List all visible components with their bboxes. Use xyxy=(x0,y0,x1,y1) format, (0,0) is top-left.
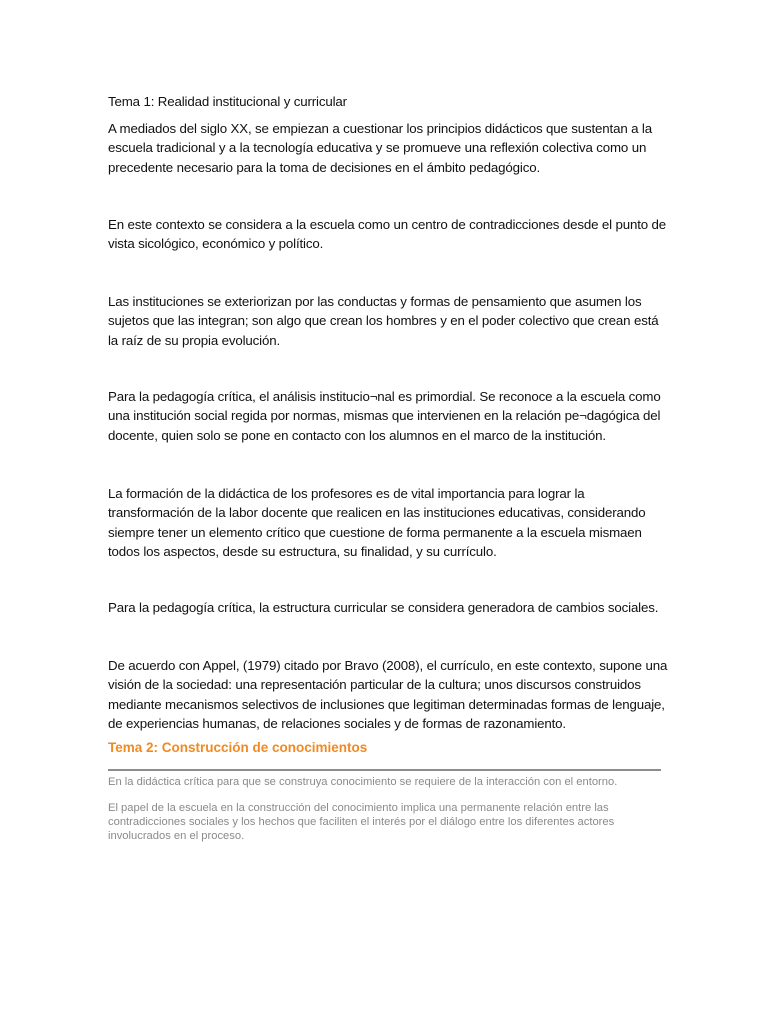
tema2-title: Tema 2: Construcción de conocimientos xyxy=(108,740,368,755)
tema1-paragraph-5: La formación de la didáctica de los profesores es de vital importancia para lograr la transformación de la labor docente que realicen en las instituciones educativas, considerando siempre tener un elemento crítico que cuestione de forma permanente a la escuela mismaen todos los aspectos, desde su estructura, su finalidad, y su currículo. xyxy=(108,486,646,559)
tema2-paragraph-2: El papel de la escuela en la construcción del conocimiento implica una permanente relación entre las contradicciones sociales y los hechos que faciliten el interés por el diálogo entre los diferentes actores involucrados en el proceso. xyxy=(108,802,615,842)
tema1-paragraph-4: Para la pedagogía crítica, el análisis institucio¬nal es primordial. Se reconoce a la escuela como una institución social regida por normas, mismas que intervienen en la relación pe¬dagógica del docente, quien solo se pone en contacto con los alumnos en el marco de la institución. xyxy=(108,389,661,443)
tema1-paragraph-3: Las instituciones se exteriorizan por las conductas y formas de pensamiento que asumen los sujetos que las integran; son algo que crean los hombres y en el poder colectivo que crean está la raíz de su propia evolución. xyxy=(108,294,659,348)
tema1-paragraph-7: De acuerdo con Appel, (1979) citado por Bravo (2008), el currículo, en este contexto, supone una visión de la sociedad: una representación particular de la cultura; unos discursos construidos mediante mecanismos selectivos de inclusiones que legitiman determinadas formas de lenguaje, de experiencias humanas, de relaciones sociales y de formas de razonamiento. xyxy=(108,658,668,731)
tema2-paragraph-1: En la didáctica crítica para que se construya conocimiento se requiere de la interacción con el entorno. xyxy=(108,776,618,788)
tema2-divider xyxy=(108,769,661,771)
tema1-title: Tema 1: Realidad institucional y curricular xyxy=(108,94,347,109)
tema1-paragraph-6: Para la pedagogía crítica, la estructura curricular se considera generadora de cambios sociales. xyxy=(108,600,659,615)
tema1-paragraph-2: En este contexto se considera a la escuela como un centro de contradicciones desde el punto de vista sicológico, económico y político. xyxy=(108,217,667,252)
tema1-paragraph-1: A mediados del siglo XX, se empiezan a cuestionar los principios didácticos que sustentan a la escuela tradicional y a la tecnología educativa y se promueve una reflexión colectiva como un precedente necesario para la toma de decisiones en el ámbito pedagógico. xyxy=(108,121,652,175)
